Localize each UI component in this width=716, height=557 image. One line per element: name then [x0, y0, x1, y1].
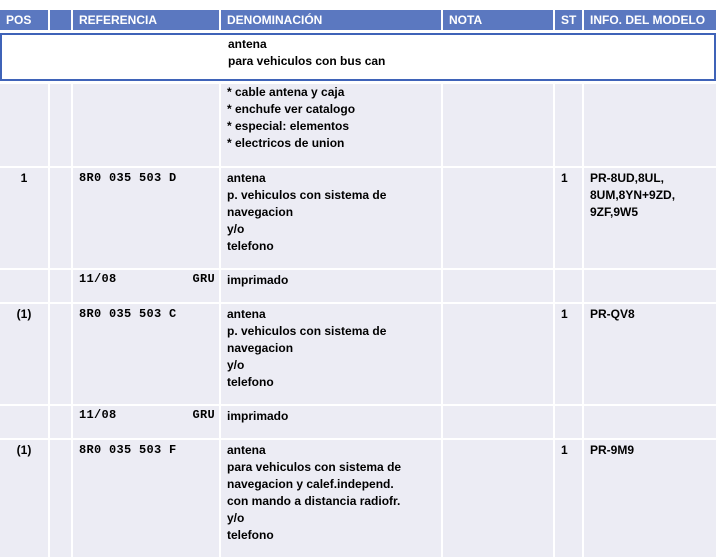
col-header-blank[interactable]	[50, 10, 71, 30]
cell-st: 1	[555, 304, 582, 404]
selected-row[interactable]	[0, 33, 716, 81]
cell-referencia: 11/08 GRU	[73, 406, 219, 438]
col-header-st[interactable]: ST	[555, 10, 582, 30]
col-header-denominacion[interactable]: DENOMINACIÓN	[221, 10, 441, 30]
col-header-referencia[interactable]: REFERENCIA	[73, 10, 219, 30]
cell-info: PR-9M9	[584, 440, 716, 557]
cell-denominacion: antena p. vehiculos con sistema de navegacion y/o telefono	[221, 168, 441, 268]
part-number[interactable]: 8R0 035 503 D	[79, 171, 177, 185]
part-number[interactable]: 8R0 035 503 F	[79, 443, 177, 457]
table-header	[0, 0, 716, 30]
cell-referencia	[73, 304, 219, 404]
table-row[interactable]	[0, 406, 716, 438]
cell-referencia	[73, 168, 219, 268]
col-header-pos[interactable]: POS	[0, 10, 48, 30]
cell-denominacion: antena p. vehiculos con sistema de navegacion y/o telefono	[221, 304, 441, 404]
cell-pos: 1	[0, 168, 48, 268]
cell-referencia: 11/08 GRU	[73, 270, 219, 302]
cell-denominacion: antena para vehiculos con sistema de navegacion y calef.independ. con mando a distancia radiofr. y/o telefono	[221, 440, 441, 557]
table-row[interactable]	[0, 270, 716, 302]
part-number[interactable]: 8R0 035 503 C	[79, 307, 177, 321]
col-header-info[interactable]: INFO. DEL MODELO	[584, 10, 716, 30]
table-row[interactable]	[0, 84, 716, 166]
cell-st: 1	[555, 168, 582, 268]
cell-nota	[443, 168, 553, 268]
cell-referencia	[73, 440, 219, 557]
cell-info: PR-QV8	[584, 304, 716, 404]
table-row[interactable]	[0, 304, 716, 404]
cell-denominacion: imprimado	[221, 406, 441, 438]
cell-st: 1	[555, 440, 582, 557]
table-row[interactable]	[0, 440, 716, 557]
cell-denominacion: imprimado	[221, 270, 441, 302]
cell-info: PR-8UD,8UL, 8UM,8YN+9ZD, 9ZF,9W5	[584, 168, 716, 268]
cell-pos: (1)	[0, 304, 48, 404]
col-header-nota[interactable]: NOTA	[443, 10, 553, 30]
cell-pos: (1)	[0, 440, 48, 557]
selected-row-denominacion: antena para vehiculos con bus can	[228, 37, 386, 68]
cell-denominacion: * cable antena y caja * enchufe ver catalogo * especial: elementos * electricos de union	[221, 84, 441, 166]
table-row[interactable]	[0, 168, 716, 268]
